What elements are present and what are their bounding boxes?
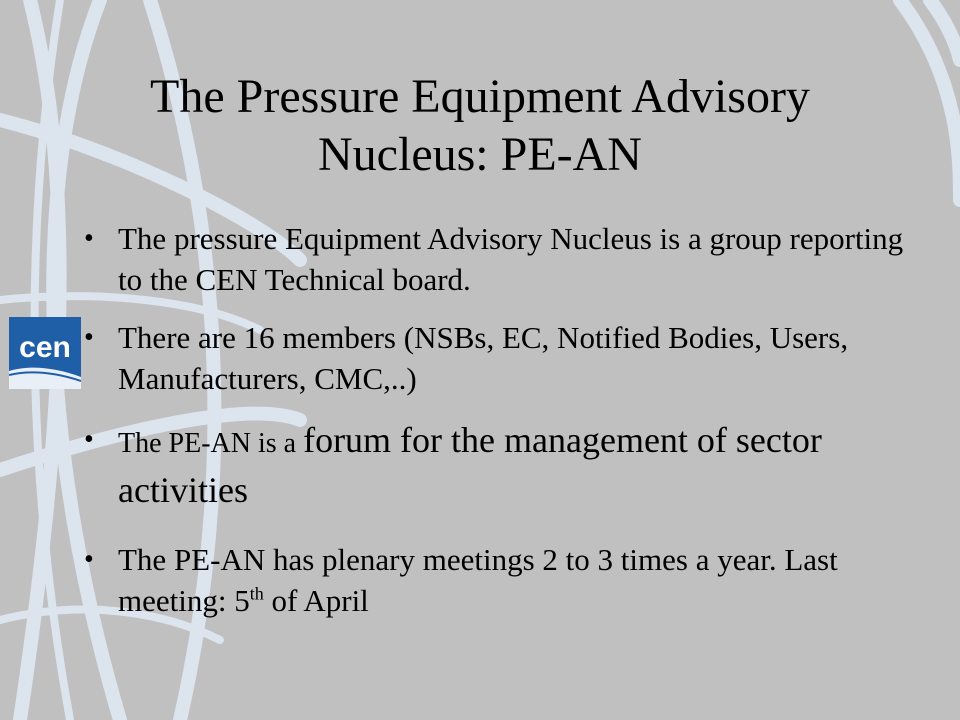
slide-title-line-2: Nucleus: PE-AN [318, 128, 642, 181]
bullet-text: There are 16 members (NSBs, EC, Notified Bodies, Users, Manufacturers, CMC,..) [118, 320, 849, 396]
bullet-dot: • [84, 544, 94, 575]
bullet-item [84, 417, 904, 515]
cen-logo [9, 317, 81, 389]
slide-title-line-1: The Pressure Equipment Advisory [150, 70, 810, 123]
bullet-dot: • [84, 424, 94, 455]
svg-text:cen: cen [19, 331, 71, 364]
ordinal-suffix: th [249, 583, 264, 604]
bullet-dot: • [84, 223, 94, 254]
bullet-list [84, 218, 904, 621]
bullet-item [84, 539, 904, 621]
bullet-item [84, 317, 904, 399]
bullet-text-part: The PE-AN has plenary meetings 2 to 3 times a year. Last meeting: 5 [118, 542, 838, 618]
bullet-text-part: The PE-AN is a [118, 428, 304, 459]
slide-title [0, 68, 960, 184]
bullet-item [84, 218, 904, 300]
bullet-text-part: of April [263, 583, 369, 618]
bullet-dot: • [84, 322, 94, 353]
bullet-text: The pressure Equipment Advisory Nucleus is a group reporting to the CEN Technical board. [118, 221, 904, 297]
bullet-text-emphasis: forum for the management of sector activities [118, 420, 822, 510]
